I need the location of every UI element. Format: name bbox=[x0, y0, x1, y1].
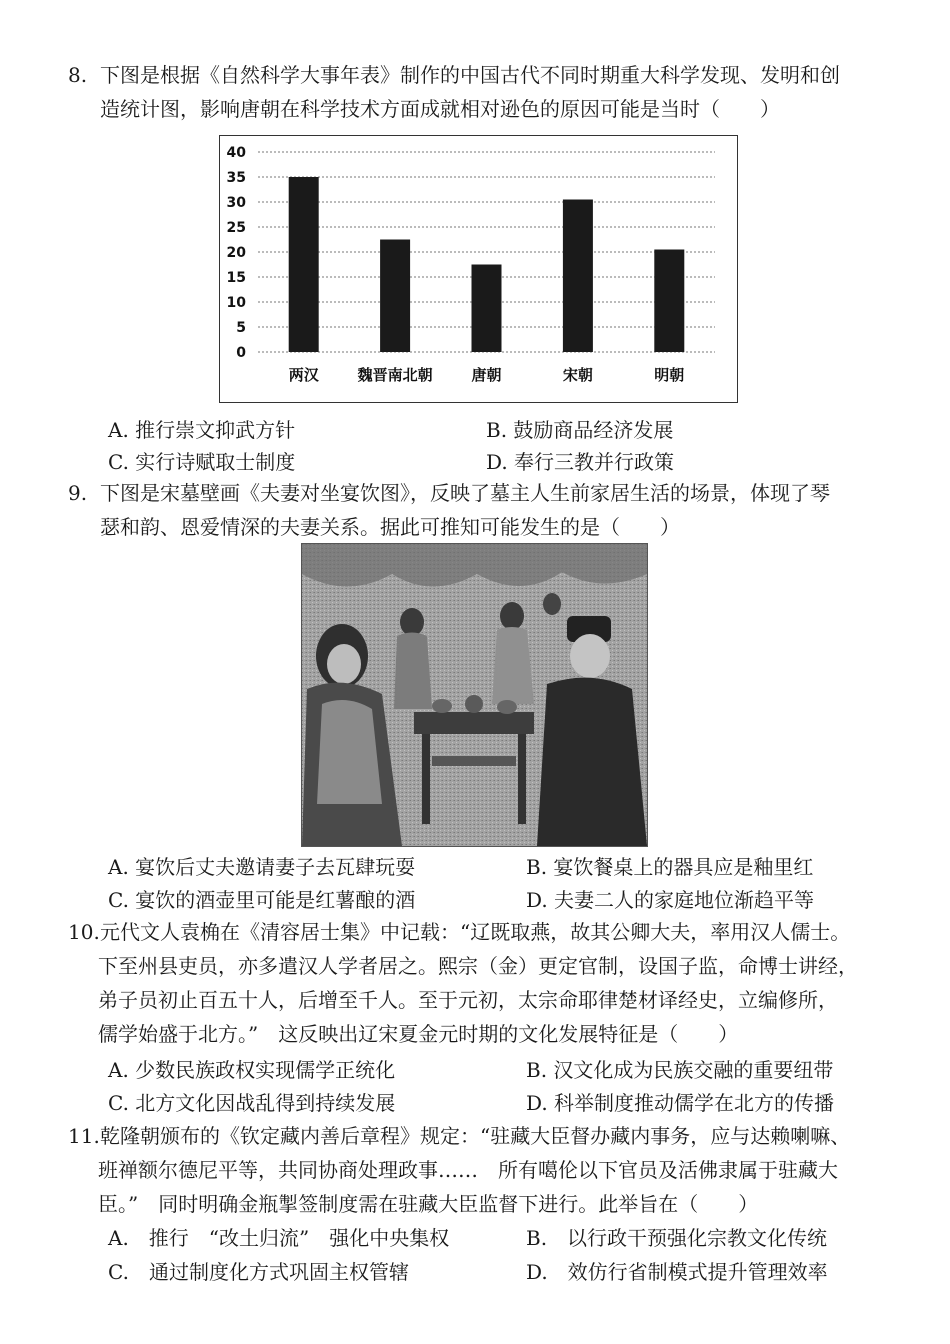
stem-line: 下图是宋墓壁画《夫妻对坐宴饮图》，反映了墓主人生前家居生活的场景，体现了琴 bbox=[100, 481, 830, 505]
y-tick-label: 25 bbox=[226, 220, 246, 236]
x-tick-label: 魏晋南北朝 bbox=[357, 366, 433, 384]
stem-line: 造统计图，影响唐朝在科学技术方面成就相对逊色的原因可能是当时（ ） bbox=[100, 97, 780, 121]
option-c[interactable]: C. 宴饮的酒壶里可能是红薯酿的酒 bbox=[108, 888, 416, 912]
option-b[interactable]: B. 鼓励商品经济发展 bbox=[486, 418, 674, 442]
question-number: 8. bbox=[68, 63, 88, 87]
option-a[interactable]: A. 推行崇文抑武方针 bbox=[108, 418, 296, 442]
question-stem bbox=[100, 58, 840, 126]
bar-2 bbox=[380, 240, 410, 353]
bar-5 bbox=[654, 250, 684, 353]
question-11 bbox=[68, 1119, 908, 1229]
question-number: 11. bbox=[68, 1124, 100, 1148]
question-stem-continued bbox=[98, 1153, 838, 1221]
option-d[interactable]: D. 效仿行省制模式提升管理效率 bbox=[526, 1260, 828, 1284]
stem-line: 下至州县吏员，亦多遣汉人学者居之。熙宗（金）更定官制，设国子监，命博士讲经， bbox=[98, 954, 858, 978]
question-stem bbox=[100, 915, 850, 949]
bar-chart bbox=[220, 136, 737, 402]
y-tick-label: 10 bbox=[226, 295, 246, 311]
question-stem-continued bbox=[98, 949, 858, 1051]
bar-4 bbox=[563, 200, 593, 353]
question-stem bbox=[100, 1119, 850, 1153]
question-8 bbox=[68, 58, 888, 128]
stem-line: 弟子员初止百五十人，后增至千人。至于元初，太宗命耶律楚材译经史，立编修所， bbox=[98, 988, 838, 1012]
stem-line: 乾隆朝颁布的《钦定藏内善后章程》规定：“驻藏大臣督办藏内事务，应与达赖喇嘛、 bbox=[100, 1124, 851, 1148]
y-tick-label: 30 bbox=[226, 195, 246, 211]
question-stem bbox=[100, 476, 830, 544]
x-tick-label: 唐朝 bbox=[471, 366, 502, 384]
stem-line: 班禅额尔德尼平等，共同协商处理政事…… 所有噶伦以下官员及活佛隶属于驻藏大 bbox=[98, 1158, 838, 1182]
question-number: 10. bbox=[68, 920, 100, 944]
question-10 bbox=[68, 915, 908, 1055]
option-b[interactable]: B. 以行政干预强化宗教文化传统 bbox=[526, 1226, 828, 1250]
x-tick-label: 两汉 bbox=[288, 366, 319, 384]
option-a[interactable]: A. 宴饮后丈夫邀请妻子去瓦肆玩耍 bbox=[108, 855, 416, 879]
option-a[interactable]: A. 少数民族政权实现儒学正统化 bbox=[108, 1058, 396, 1082]
x-tick-label: 明朝 bbox=[654, 366, 685, 384]
stem-line: 儒学始盛于北方。” 这反映出辽宋夏金元时期的文化发展特征是（ ） bbox=[98, 1022, 739, 1046]
stem-line: 元代文人袁桷在《清容居士集》中记载：“辽既取燕，故其公卿大夫，率用汉人儒士。 bbox=[100, 920, 851, 944]
x-tick-label: 宋朝 bbox=[562, 366, 593, 384]
tomb-mural-image bbox=[301, 543, 648, 847]
option-d[interactable]: D. 夫妻二人的家庭地位渐趋平等 bbox=[526, 888, 815, 912]
stem-line: 瑟和韵、恩爱情深的夫妻关系。据此可推知可能发生的是（ ） bbox=[100, 515, 680, 539]
y-tick-label: 20 bbox=[226, 245, 246, 261]
option-d[interactable]: D. 奉行三教并行政策 bbox=[486, 450, 675, 474]
y-tick-label: 15 bbox=[226, 270, 246, 286]
mural-illustration bbox=[302, 544, 647, 846]
bar-chart-frame bbox=[219, 135, 738, 403]
y-tick-label: 35 bbox=[226, 170, 246, 186]
option-c[interactable]: C. 通过制度化方式巩固主权管辖 bbox=[108, 1260, 409, 1284]
stem-line: 臣。” 同时明确金瓶掣签制度需在驻藏大臣监督下进行。此举旨在（ ） bbox=[98, 1192, 759, 1216]
option-a[interactable]: A. 推行 “改土归流” 强化中央集权 bbox=[108, 1226, 450, 1250]
option-b[interactable]: B. 汉文化成为民族交融的重要纽带 bbox=[526, 1058, 834, 1082]
y-tick-label: 5 bbox=[236, 320, 246, 336]
question-9 bbox=[68, 476, 888, 546]
option-b[interactable]: B. 宴饮餐桌上的器具应是釉里红 bbox=[526, 855, 814, 879]
option-c[interactable]: C. 实行诗赋取士制度 bbox=[108, 450, 296, 474]
option-d[interactable]: D. 科举制度推动儒学在北方的传播 bbox=[526, 1091, 835, 1115]
bar-1 bbox=[289, 177, 319, 352]
question-number: 9. bbox=[68, 481, 88, 505]
stem-line: 下图是根据《自然科学大事年表》制作的中国古代不同时期重大科学发现、发明和创 bbox=[100, 63, 840, 87]
y-tick-label: 0 bbox=[236, 345, 246, 361]
option-c[interactable]: C. 北方文化因战乱得到持续发展 bbox=[108, 1091, 396, 1115]
y-tick-label: 40 bbox=[226, 145, 246, 161]
bar-3 bbox=[472, 265, 502, 353]
